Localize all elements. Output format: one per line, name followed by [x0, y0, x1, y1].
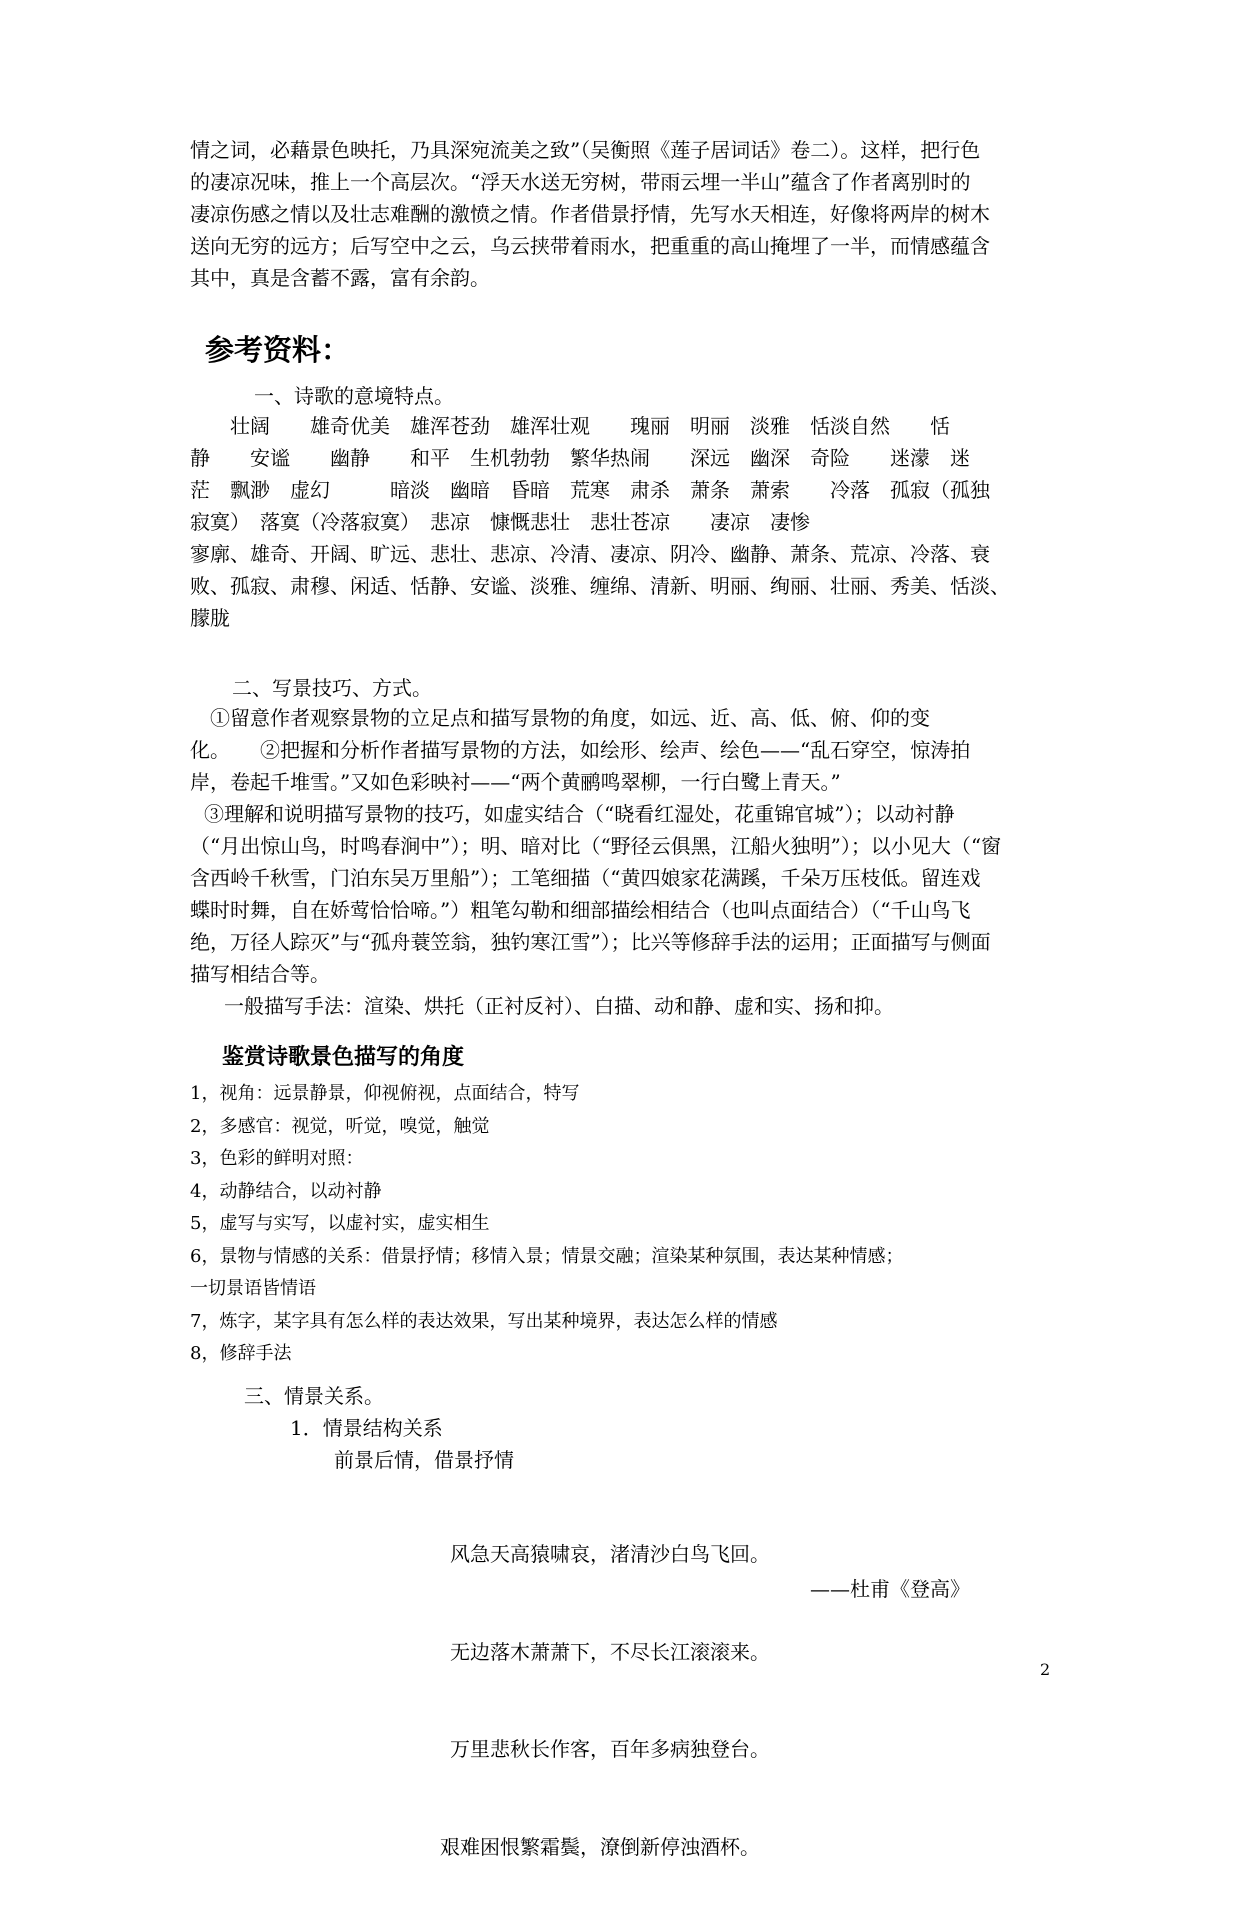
- intro-line: 其中，真是含蓄不露，富有余韵。: [190, 266, 490, 290]
- section3-heading: 三、情景关系。: [244, 1384, 384, 1408]
- general-techniques: 一般描写手法：渲染、烘托（正衬反衬）、白描、动和静、虚和实、扬和抑。: [224, 994, 894, 1018]
- section2-line: 化。 ②把握和分析作者描写景物的方法，如绘形、绘声、绘色——“乱石穿空，惊涛拍: [190, 738, 971, 762]
- section2-line: 绝，万径人踪灭”与“孤舟蓑笠翁，独钓寒江雪”）；比兴等修辞手法的运用；正面描写与侧面: [190, 930, 991, 954]
- list-item: 8，修辞手法: [190, 1343, 292, 1364]
- section2-line: ③理解和说明描写景物的技巧，如虚实结合（“晓看红湿处，花重锦官城”）；以动衬静: [204, 802, 955, 826]
- list-item: 1，视角：远景静景，仰视俯视，点面结合，特写: [190, 1083, 580, 1104]
- section2-line: 岸，卷起千堆雪。”又如色彩映衬——“两个黄鹂鸣翠柳，一行白鹭上青天。”: [190, 770, 841, 794]
- intro-line: 送向无穷的远方；后写空中之云，乌云挟带着雨水，把重重的高山掩埋了一半，而情感蕴含: [190, 234, 990, 258]
- section2-line: ①留意作者观察景物的立足点和描写景物的角度，如远、近、高、低、俯、仰的变: [190, 706, 930, 730]
- section2-heading: 二、写景技巧、方式。: [232, 676, 432, 700]
- list-item: 6，景物与情感的关系：借景抒情；移情入景；情景交融；渲染某种氛围，表达某种情感；: [190, 1245, 904, 1267]
- intro-paragraph: [190, 134, 1060, 294]
- list-item: 一切景语皆情语: [190, 1278, 316, 1299]
- list-item: 7，炼字，某字具有怎么样的表达效果，写出某种境界，表达怎么样的情感: [190, 1310, 778, 1332]
- mood-line: 茫 飘渺 虚幻 暗淡 幽暗 昏暗 荒寒 肃杀 萧条 萧索 冷落 孤寂（孤独: [190, 478, 990, 502]
- mood-line: 壮阔 雄奇优美 雄浑苍劲 雄浑壮观 瑰丽 明丽 淡雅 恬淡自然 恬: [190, 414, 950, 438]
- section2-line: （“月出惊山鸟，时鸣春涧中”）；明、暗对比（“野径云俱黑，江船火独明”）；以小见大（“窗: [190, 834, 1002, 858]
- list-item: 5，虚写与实写，以虚衬实，虚实相生: [190, 1213, 490, 1234]
- section2-body: [190, 702, 1060, 1022]
- section2-line: 描写相结合等。: [190, 962, 330, 986]
- reference-title: 参考资料：: [205, 333, 351, 367]
- list-item: 2，多感官：视觉，听觉，嗅觉，触觉: [190, 1115, 490, 1137]
- section2-line: 含西岭千秋雪，门泊东吴万里船”）；工笔细描（“黄四娘家花满蹊，千朵万压枝低。留连戏: [190, 866, 981, 890]
- mood-line: 寂寞） 落寞（冷落寂寞） 悲凉 慷慨悲壮 悲壮苍凉 凄凉 凄惨: [190, 510, 810, 534]
- list-item: 4，动静结合，以动衬静: [190, 1180, 382, 1202]
- intro-line: 凄凉伤感之情以及壮志难酬的激愤之情。作者借景抒情，先写水天相连，好像将两岸的树木: [190, 202, 990, 226]
- list-item: 3，色彩的鲜明对照：: [190, 1148, 364, 1169]
- section3-subsubheading: 前景后情，借景抒情: [334, 1448, 514, 1472]
- mood-line: 寥廓、雄奇、开阔、旷远、悲壮、悲凉、冷清、凄凉、阴冷、幽静、萧条、荒凉、冷落、衰: [190, 542, 990, 566]
- poem-line: 风急天高猿啸哀，渚清沙白鸟飞回。: [450, 1542, 770, 1566]
- mood-list: [190, 410, 1060, 634]
- poem-line: 万里悲秋长作客，百年多病独登台。: [450, 1737, 770, 1761]
- page-number: 2: [1040, 1660, 1051, 1679]
- poem: [440, 1473, 770, 1928]
- mood-line: 朦胧: [190, 606, 230, 630]
- poem-line: 艰难困恨繁霜鬓，潦倒新停浊酒杯。: [440, 1834, 760, 1859]
- poem-line: 无边落木萧萧下，不尽长江滚滚来。: [450, 1639, 770, 1664]
- mood-line: 静 安谧 幽静 和平 生机勃勃 繁华热闹 深远 幽深 奇险 迷濛 迷: [190, 446, 970, 470]
- section1-heading: 一、诗歌的意境特点。: [254, 384, 454, 408]
- mood-line: 败、孤寂、肃穆、闲适、恬静、安谧、淡雅、缠绵、清新、明丽、绚丽、壮丽、秀美、恬淡、: [190, 574, 1010, 598]
- angles-list: [190, 1078, 1060, 1371]
- section2-line: 蝶时时舞，自在娇莺恰恰啼。”）粗笔勾勒和细部描绘相结合（也叫点面结合）（“千山鸟飞: [190, 898, 971, 922]
- angles-title: 鉴赏诗歌景色描写的角度: [222, 1045, 465, 1070]
- poem-attribution: ——杜甫《登高》: [810, 1577, 970, 1601]
- intro-line: 情之词，必藉景色映托，乃具深宛流美之致”（吴衡照《莲子居词话》卷二）。这样，把行色: [190, 138, 981, 162]
- section3-subheading: 1．情景结构关系: [290, 1416, 443, 1440]
- intro-line: 的凄凉况味，推上一个高层次。“浮天水送无穷树，带雨云埋一半山”蕴含了作者离别时的: [190, 170, 971, 194]
